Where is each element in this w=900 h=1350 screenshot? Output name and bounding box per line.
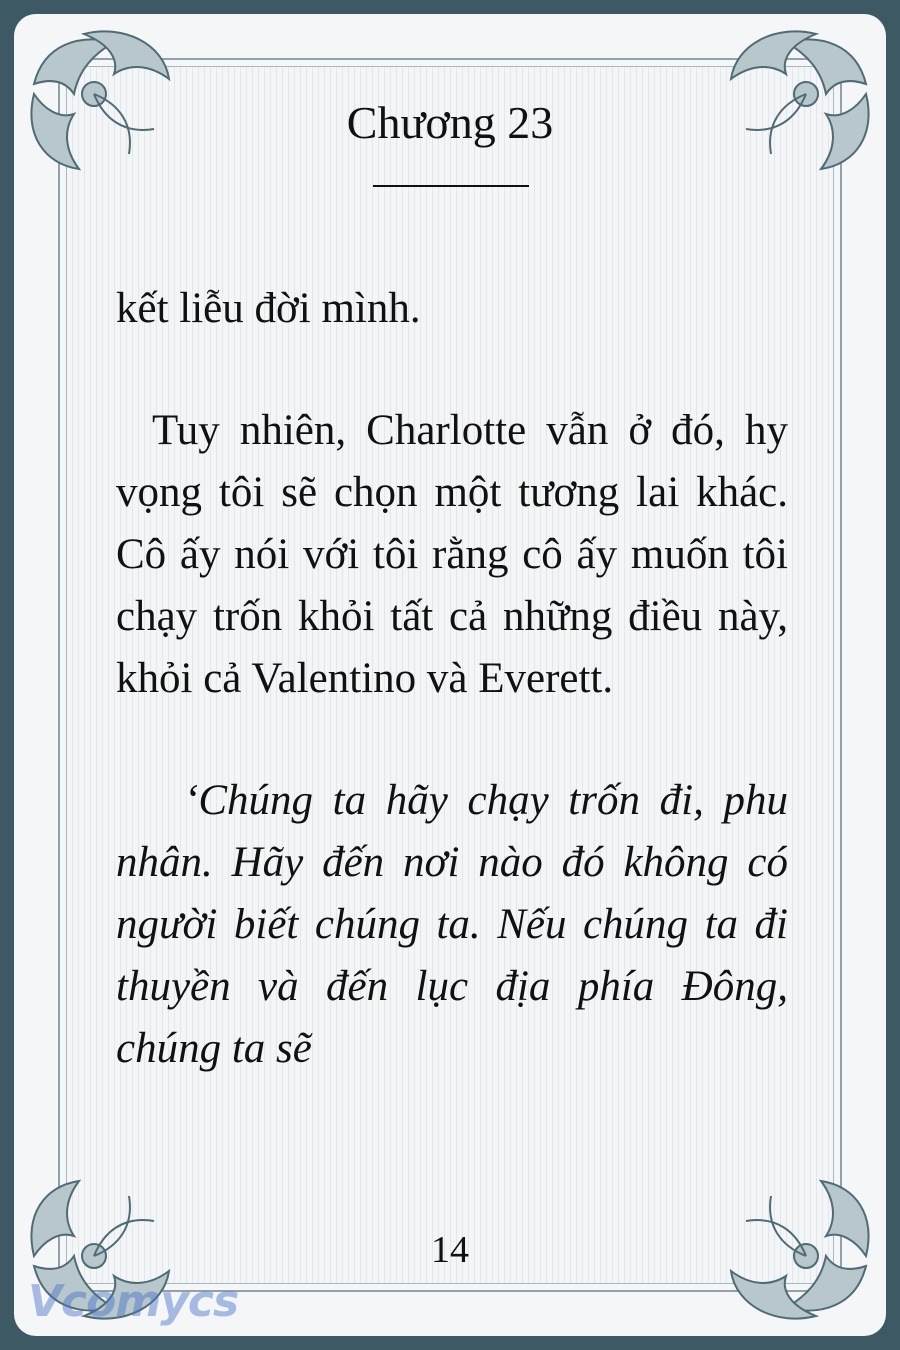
- page-number: 14: [431, 1229, 469, 1271]
- watermark-logo: Vcomycs: [28, 1276, 239, 1327]
- title-divider: [373, 185, 529, 187]
- body-text: [116, 278, 788, 1080]
- paragraph-1: kết liễu đời mình.: [116, 285, 421, 332]
- chapter-title: Chương 23: [346, 97, 554, 148]
- paragraph-3-italic: ‘Chúng ta hãy chạy trốn đi, phu nhân. Hãy đến nơi nào đó không có người biết chúng ta. Nếu chúng ta đi thuyền và đến lục địa phía Đông, chúng ta sẽ: [116, 777, 788, 1072]
- paragraph-2: Tuy nhiên, Charlotte vẫn ở đó, hy vọng tôi sẽ chọn một tương lai khác. Cô ấy nói với tôi rằng cô ấy muốn tôi chạy trốn khỏi tất cả những điều này, khỏi cả Valentino và Everett.: [116, 407, 788, 702]
